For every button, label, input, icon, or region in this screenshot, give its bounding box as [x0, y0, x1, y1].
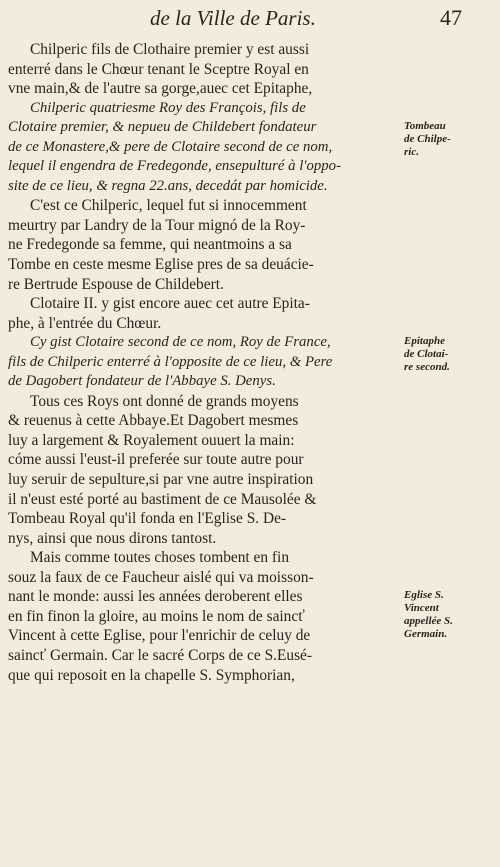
text-line: Clotaire II. y gist encore auec cet autre Epita-: [30, 295, 310, 313]
margin-note-line: Germain.: [404, 628, 448, 641]
text-line: vne main,& de l'autre sa gorge,auec cet Epitaphe,: [8, 80, 313, 98]
text-line: nant le monde: aussi les années deroberent elles: [8, 588, 303, 606]
text-line: Tombeau Royal qu'il fonda en l'Eglise S. De-: [8, 510, 287, 528]
text-line: il n'eust esté porté au bastiment de ce Mausolée &: [8, 490, 317, 508]
note-tombeau-chilperic: [404, 120, 498, 159]
margin-note-line: de Clotai-: [404, 348, 449, 361]
text-line: luy a largement & Royalement ouuert la main:: [8, 431, 295, 449]
text-line: de ce Monastere,& pere de Clotaire second de ce nom,: [8, 138, 333, 155]
text-line: Vincent à cette Eglise, pour l'enrichir de celuy de: [8, 627, 311, 645]
text-line: de Dagobert fondateur de l'Abbaye S. Denys.: [8, 373, 276, 390]
text-line: C'est ce Chilperic, lequel fut si innocemment: [30, 197, 307, 215]
text-line: re Bertrude Espouse de Childebert.: [8, 275, 224, 293]
text-line: que qui reposoit en la chapelle S. Symphorian,: [8, 666, 295, 684]
margin-note-line: Vincent: [404, 602, 439, 615]
margin-note-line: Epitaphe: [404, 335, 445, 348]
running-title: de la Ville de Paris.: [150, 6, 316, 30]
text-line: site de ce lieu, & regna 22.ans, decedát par homicide.: [8, 177, 328, 194]
text-line: fils de Chilperic enterré à l'opposite de ce lieu, & Pere: [8, 353, 333, 370]
text-line: Tombe en ceste mesme Eglise pres de sa deuácie-: [8, 256, 314, 274]
text-line: Chilperic quatriesme Roy des François, fils de: [30, 99, 306, 116]
margin-note-line: ric.: [404, 146, 419, 159]
note-epitaphe-clotaire: [404, 335, 498, 374]
body-text: [8, 40, 403, 685]
text-line: meurtry par Landry de la Tour mignó de la Roy-: [8, 216, 306, 234]
text-line: ne Fredegonde sa femme, qui neantmoins a sa: [8, 236, 292, 254]
text-line: cóme aussi l'eust-il preferée sur toute autre pour: [8, 451, 304, 469]
margin-note-line: re second.: [404, 361, 450, 374]
text-line: lequel il engendra de Fredegonde, ensepulturé à l'oppo-: [8, 158, 341, 175]
note-eglise-st-vincent: [404, 589, 498, 641]
text-line: Chilperic fils de Clothaire premier y est aussi: [30, 41, 310, 58]
text-line: Mais comme toutes choses tombent en fin: [30, 549, 290, 567]
text-line: phe, à l'entrée du Chœur.: [8, 314, 162, 332]
text-line: enterré dans le Chœur tenant le Sceptre Royal en: [8, 60, 309, 78]
text-line: Clotaire premier, & nepueu de Childebert fondateur: [8, 119, 317, 136]
page-number: 47: [440, 5, 462, 30]
text-line: saincť Germain. Car le sacré Corps de ce S.Eusé-: [8, 646, 313, 664]
text-line: Cy gist Clotaire second de ce nom, Roy de France,: [30, 334, 331, 351]
margin-note-line: de Chilpe-: [404, 133, 451, 146]
margin-note-line: Tombeau: [404, 120, 446, 133]
text-line: Tous ces Roys ont donné de grands moyens: [30, 392, 299, 410]
margin-note-line: Eglise S.: [404, 589, 444, 602]
text-line: & reuenus à cette Abbaye.Et Dagobert mesmes: [8, 412, 299, 430]
text-line: souz la faux de ce Faucheur aislé qui va moisson-: [8, 568, 314, 586]
page-header: [0, 4, 500, 34]
text-line: en fin finon la gloire, au moins le nom de saincť: [8, 607, 305, 625]
margin-note-line: appellée S.: [404, 615, 453, 628]
text-line: nys, ainsi que nous dirons tantost.: [8, 529, 217, 547]
text-line: luy seruir de sepulture,si par vne autre inspiration: [8, 471, 314, 489]
